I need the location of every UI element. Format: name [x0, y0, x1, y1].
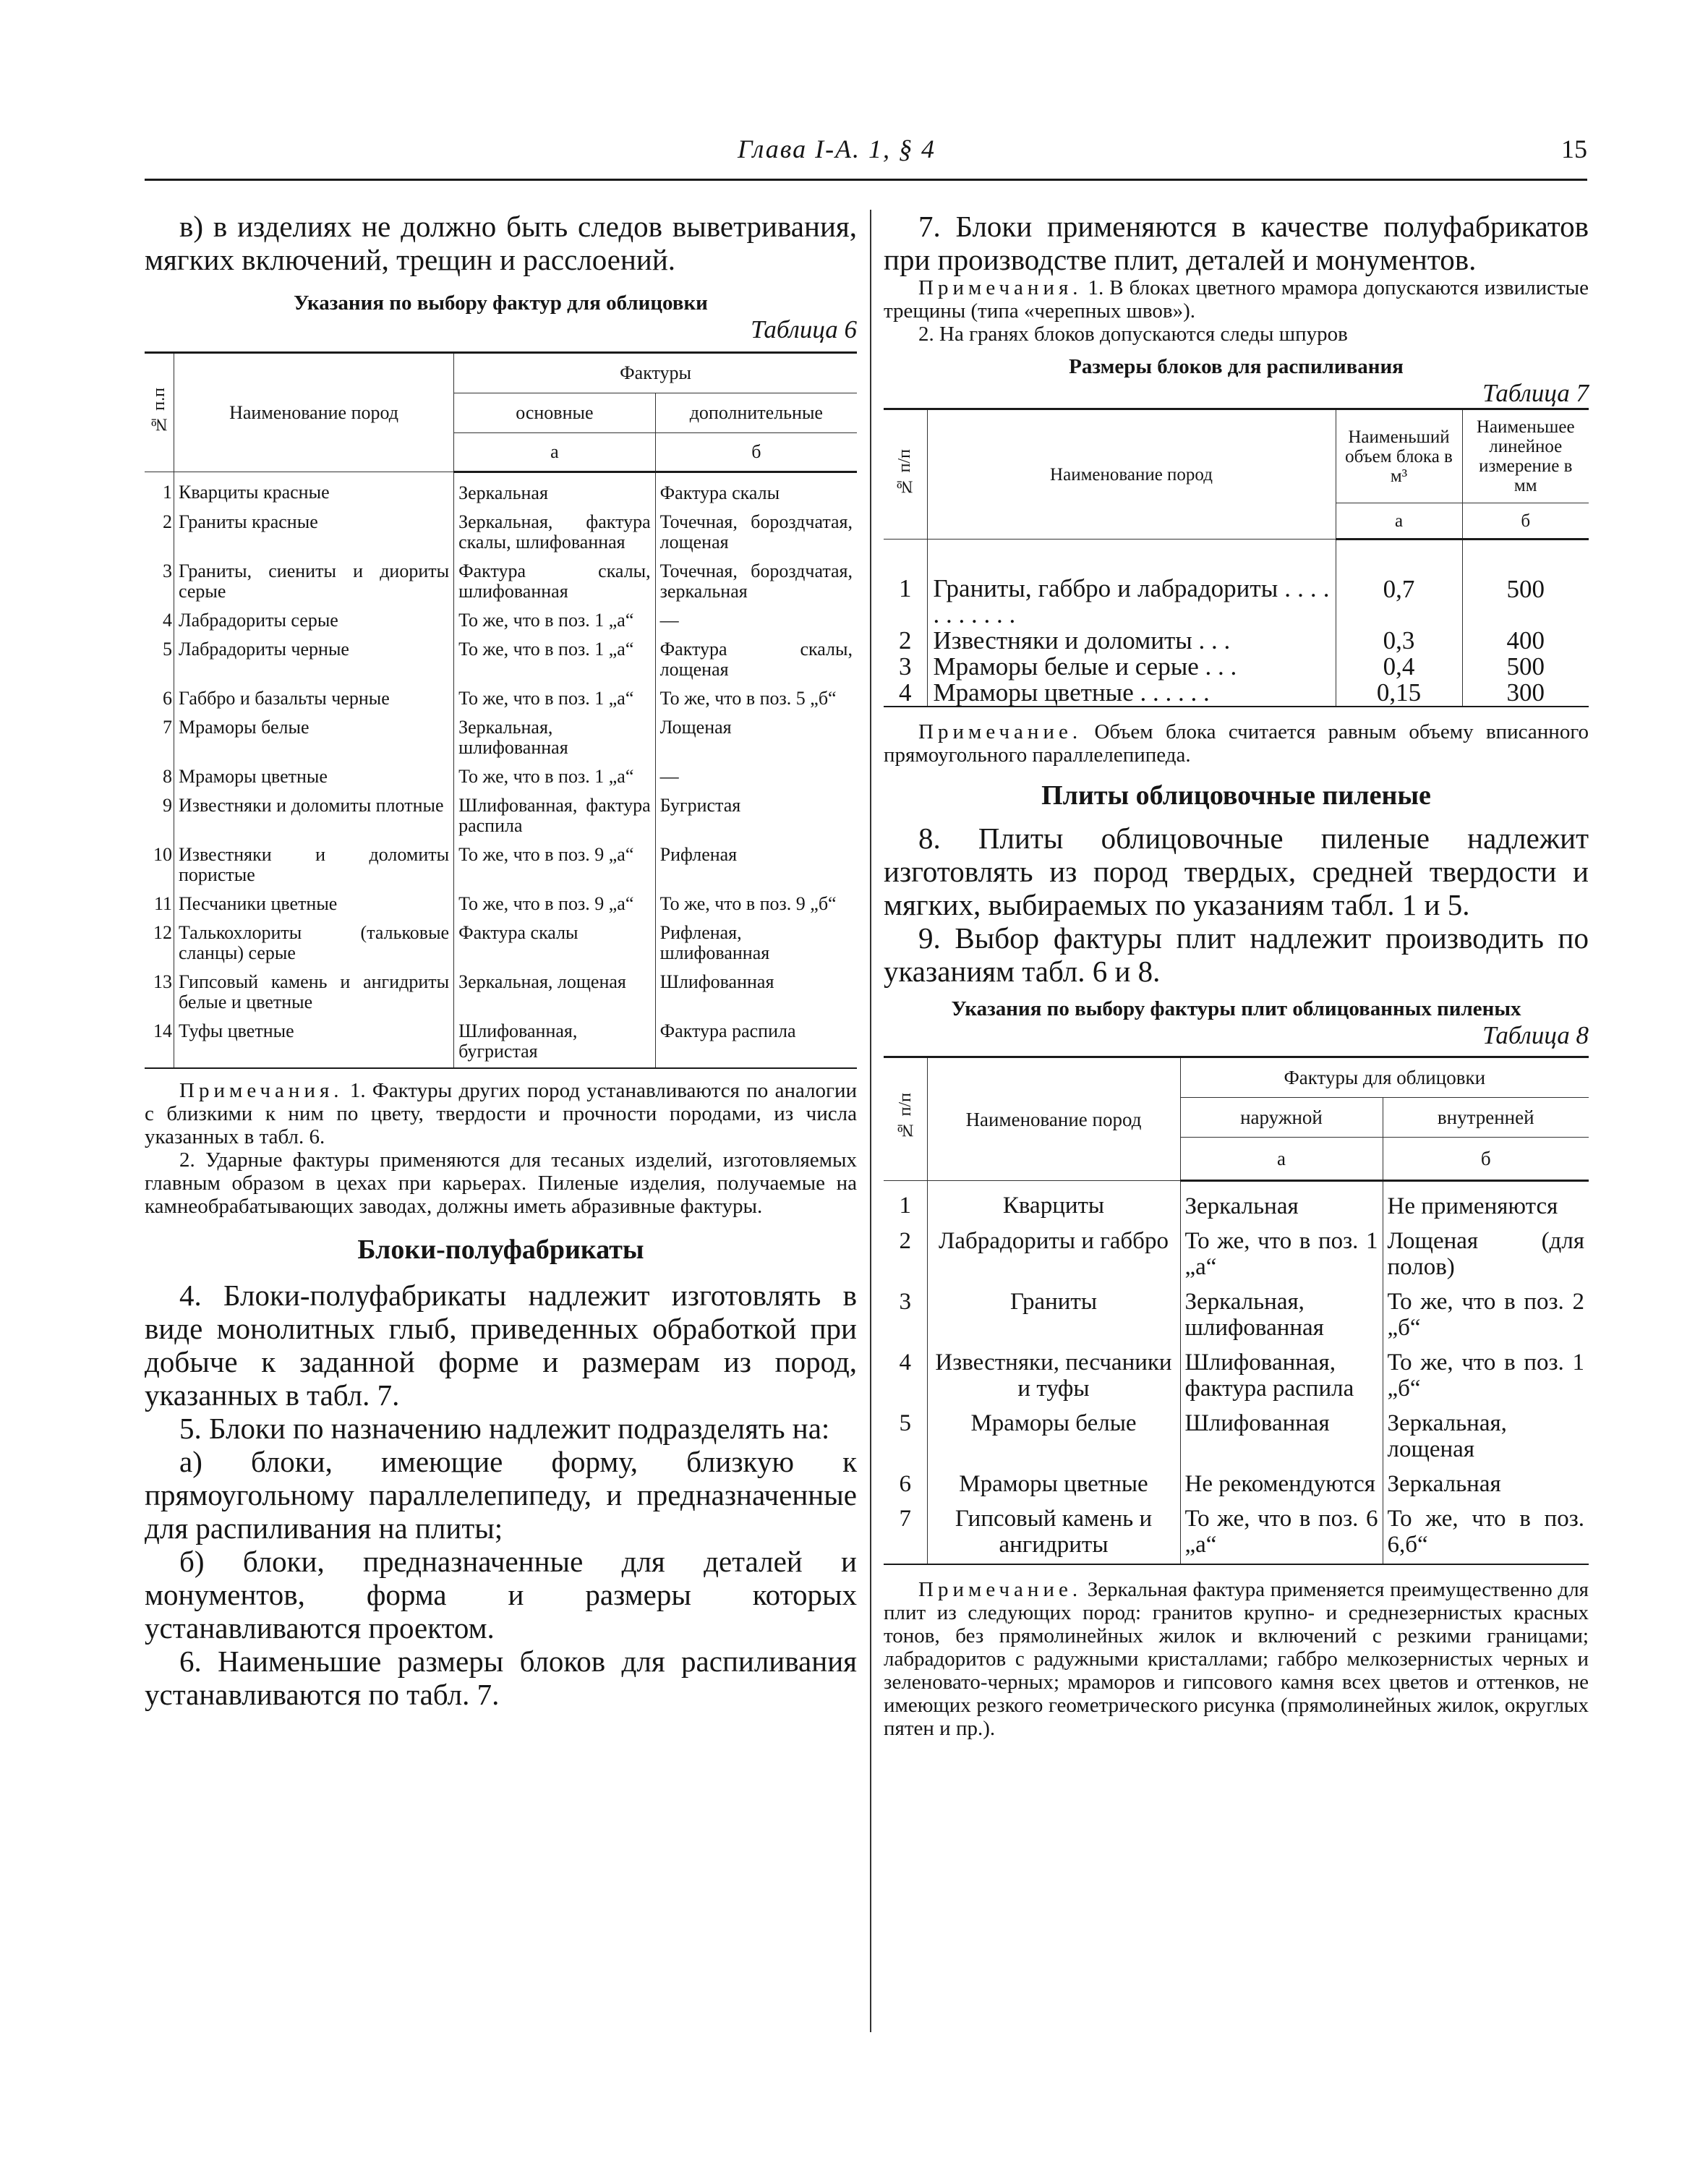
page-header [145, 134, 1587, 181]
table6-body [145, 472, 857, 1069]
table6-cell-b: — [655, 764, 857, 793]
table6-cell-a: Шлифованная, фактура распила [454, 793, 656, 842]
table7-label: Таблица 7 [1482, 379, 1589, 407]
table7-row [884, 654, 1589, 680]
chapter-title: Глава I-A. 1, § 4 [738, 135, 936, 163]
table6-row [145, 969, 857, 1018]
table6-cell-a: То же, что в поз. 9 „а“ [454, 842, 656, 891]
table6-cell-name: Габбро и базальты черные [174, 686, 454, 715]
table6-cell-a: Шлифованная, бугристая [454, 1018, 656, 1068]
table6-head-a: а [454, 433, 656, 472]
table7-cell-num: 4 [899, 678, 912, 707]
table6-cell-num: 5 [163, 639, 172, 660]
paragraph-8: 8. Плиты облицовочные пиленые надлежит изготовлять из пород твердых, средней твердости и мягких, выбираемых по указаниям табл. 1 и 5. [884, 822, 1589, 921]
table6-cell-name: Лабрадориты черные [174, 636, 454, 686]
paragraph-6: 6. Наименьшие размеры блоков для распиливания устанавливаются по табл. 7. [145, 1645, 857, 1711]
table7-cell-name: Известняки и доломиты . . . [927, 628, 1336, 654]
paragraph-9: 9. Выбор фактуры плит надлежит производить по указаниям табл. 6 и 8. [884, 921, 1589, 988]
table6-row [145, 793, 857, 842]
table6-cell-num: 11 [153, 893, 172, 914]
table6-cell-b: Рифленая [655, 842, 857, 891]
table6-head-group: Фактуры [454, 353, 857, 393]
table6-head-name: Наименование пород [174, 353, 454, 472]
table8-body [884, 1181, 1589, 1565]
table8-cell-b: Зеркальная [1383, 1468, 1589, 1503]
paragraph-7: 7. Блоки применяются в качестве полуфабрикатов при производстве плит, деталей и монументов. [884, 210, 1589, 276]
table6-cell-a: То же, что в поз. 9 „а“ [454, 891, 656, 920]
table6-cell-a: Зеркальная, лощеная [454, 969, 656, 1018]
table6-cell-num: 1 [163, 482, 172, 503]
table8-cell-num: 3 [899, 1289, 911, 1315]
table6-cell-name: Лабрадориты серые [174, 607, 454, 636]
table6-cell-name: Граниты, сиениты и диориты серые [174, 558, 454, 607]
table8-caption: Указания по выбору фактуры плит облицованных пиленых [951, 997, 1521, 1020]
table8-row [884, 1225, 1589, 1286]
table6-head-num-text: № п.п [150, 387, 168, 434]
table8-cell-a: Шлифованная, фактура распила [1180, 1347, 1383, 1407]
table6-cell-b: То же, что в поз. 5 „б“ [655, 686, 857, 715]
table7-row [884, 540, 1589, 628]
table8-cell-name: Известняки, песчаники и туфы [927, 1347, 1180, 1407]
section-title-plates: Плиты облицовочные пиленые [1041, 780, 1431, 811]
paragraph7-note-label: Примечания. [918, 276, 1083, 299]
table6-cell-b: — [655, 607, 857, 636]
table8-cell-a: Шлифованная [1180, 1407, 1383, 1468]
table8-cell-num: 6 [899, 1471, 911, 1497]
table6-cell-num: 3 [163, 560, 172, 581]
table8-head-num [884, 1057, 927, 1181]
table7-cell-b: 400 [1462, 628, 1589, 654]
table6-cell-b: Фактура скалы [655, 472, 857, 510]
table6-cell-name: Кварциты красные [174, 472, 454, 510]
table6-cell-b: Лощеная [655, 715, 857, 764]
table6-row [145, 1018, 857, 1068]
table7-row [884, 628, 1589, 654]
table7-cell-name: Граниты, габбро и лабрадориты . . . . . . . . . . . [927, 540, 1336, 628]
table6-cell-num: 9 [163, 795, 172, 816]
table8-cell-b: То же, что в поз. 2 „б“ [1383, 1286, 1589, 1347]
table7-note-label: Примечание. [918, 720, 1083, 743]
table7-cell-b: 500 [1462, 540, 1589, 628]
table7-cell-b: 500 [1462, 654, 1589, 680]
table6-head-b: б [655, 433, 857, 472]
table6-cell-a: То же, что в поз. 1 „а“ [454, 607, 656, 636]
table7-cell-num: 1 [899, 574, 912, 602]
right-column [884, 210, 1589, 1740]
table8-cell-a: То же, что в поз. 6 „а“ [1180, 1503, 1383, 1564]
table7-note [884, 720, 1589, 767]
table6-cell-name: Гипсовый камень и ангидриты белые и цветные [174, 969, 454, 1018]
table6-head-extra: дополнительные [655, 393, 857, 433]
table8-head-num-text: № п/п [895, 1092, 915, 1140]
table6-note1-text: 1. Фактуры других пород устанавливаются по аналогии с близкими к ним по цвету, твердости и прочности породами, из числа указанных в табл. 6. [145, 1079, 857, 1148]
table7-head-b: б [1462, 503, 1589, 540]
table8-head-b: б [1383, 1138, 1589, 1181]
paragraph-5: 5. Блоки по назначению надлежит подразделять на: [179, 1412, 830, 1445]
table6-cell-a: Зеркальная [454, 472, 656, 510]
table8-cell-name: Гипсовый камень и ангидриты [927, 1503, 1180, 1564]
table8-cell-num: 1 [899, 1193, 911, 1219]
table8-row [884, 1286, 1589, 1347]
table8-note-label: Примечание. [918, 1578, 1083, 1601]
table-7 [884, 408, 1589, 707]
table6-row [145, 920, 857, 969]
table8-cell-num: 5 [899, 1410, 911, 1436]
table8-row [884, 1347, 1589, 1407]
table7-note-text: Объем блока считается равным объему вписанного прямоугольного параллелепипеда. [884, 720, 1589, 767]
table7-head-name: Наименование пород [927, 409, 1336, 540]
table8-head-a: а [1180, 1138, 1383, 1181]
table8-cell-name: Кварциты [927, 1181, 1180, 1226]
table7-cell-name: Мраморы белые и серые . . . [927, 654, 1336, 680]
paragraph-5b: б) блоки, предназначенные для деталей и монументов, форма и размеры которых устанавливаются проектом. [145, 1545, 857, 1645]
table6-cell-name: Известняки и доломиты плотные [174, 793, 454, 842]
table8-head-group: Фактуры для облицовки [1180, 1057, 1589, 1098]
table8-row [884, 1503, 1589, 1564]
table6-note-label: Примечания. [179, 1079, 343, 1102]
paragraph7-note1-text: 1. В блоках цветного мрамора допускаются извилистые трещины (типа «черепных швов»). [884, 276, 1589, 323]
table8-cell-a: То же, что в поз. 1 „а“ [1180, 1225, 1383, 1286]
table8-head-outer: наружной [1180, 1098, 1383, 1138]
table7-row [884, 680, 1589, 707]
column-divider [870, 210, 871, 2032]
table8-cell-b: Не применяются [1383, 1181, 1589, 1226]
table6-cell-num: 2 [163, 511, 172, 532]
table6-cell-b: Точечная, бороздчатая, зеркальная [655, 558, 857, 607]
table8-cell-a: Зеркальная [1180, 1181, 1383, 1226]
table8-label: Таблица 8 [1482, 1021, 1589, 1049]
table7-cell-a: 0,7 [1336, 540, 1462, 628]
page-number: 15 [1561, 135, 1587, 163]
table6-row [145, 636, 857, 686]
table8-cell-name: Лабрадориты и габбро [927, 1225, 1180, 1286]
table6-note2: 2. Ударные фактуры применяются для тесаных изделий, изготовляемых главным образом в цехах при карьерах. Пиленые изделия, получаемые на камнеобрабатывающих заводах, должны иметь абразивные фактуры. [145, 1148, 857, 1218]
table8-cell-name: Мраморы цветные [927, 1468, 1180, 1503]
table6-cell-num: 7 [163, 717, 172, 738]
table6-row [145, 715, 857, 764]
table-6 [145, 351, 857, 1069]
table8-cell-b: Лощеная (для полов) [1383, 1225, 1589, 1286]
table6-cell-a: То же, что в поз. 1 „а“ [454, 636, 656, 686]
table6-note1 [145, 1079, 857, 1148]
paragraph-5a: а) блоки, имеющие форму, близкую к прямоугольному параллелепипеду, и предназначенные для распиливания на плиты; [145, 1445, 857, 1545]
table7-cell-a: 0,4 [1336, 654, 1462, 680]
table7-head-num-text: № п/п [895, 448, 915, 496]
table6-row [145, 607, 857, 636]
table6-row [145, 686, 857, 715]
table7-head-vol: Наименьший объем блока в м³ [1336, 409, 1462, 503]
table8-note-text: Зеркальная фактура применяется преимущественно для плит из следующих пород: гранитов крупно- и среднезернистых красных тонов, без прямолинейных жилок и включений с резкими границами; лабрадоритов с радужными кристаллами; габбро мелкозернистых черных и зеленовато-черных; мраморов и гипсового камня всех цветов и оттенков, не имеющих резкого геометрического рисунка (прямолинейных жилок, округлых пятен и пр.). [884, 1578, 1589, 1740]
table8-row [884, 1468, 1589, 1503]
table8-cell-b: То же, что в поз. 6,б“ [1383, 1503, 1589, 1564]
table7-cell-num: 3 [899, 652, 912, 681]
table7-cell-name: Мраморы цветные . . . . . . [927, 680, 1336, 707]
paragraph7-note2: 2. На гранях блоков допускаются следы шпуров [918, 323, 1348, 346]
table6-cell-num: 8 [163, 766, 172, 787]
paragraph-4: 4. Блоки-полуфабрикаты надлежит изготовлять в виде монолитных глыб, приведенных обработкой при добыче к заданной форме и размерам из пород, указанных в табл. 7. [145, 1279, 857, 1412]
table8-note [884, 1578, 1589, 1740]
table6-cell-num: 14 [153, 1020, 172, 1041]
table7-caption: Размеры блоков для распиливания [1069, 355, 1404, 378]
table8-cell-name: Граниты [927, 1286, 1180, 1347]
table8-cell-a: Зеркальная, шлифованная [1180, 1286, 1383, 1347]
table8-cell-a: Не рекомендуются [1180, 1468, 1383, 1503]
table8-cell-name: Мраморы белые [927, 1407, 1180, 1468]
table6-cell-a: Фактура скалы, шлифованная [454, 558, 656, 607]
table6-label: Таблица 6 [751, 315, 857, 344]
table6-cell-name: Туфы цветные [174, 1018, 454, 1068]
table6-head-num [145, 353, 174, 472]
table8-head-inner: внутренней [1383, 1098, 1589, 1138]
table7-cell-num: 2 [899, 626, 912, 654]
table6-cell-num: 13 [153, 971, 172, 992]
table7-cell-b: 300 [1462, 680, 1589, 707]
table6-cell-b: Бугристая [655, 793, 857, 842]
table7-head-num [884, 409, 927, 540]
table6-cell-num: 10 [153, 844, 172, 865]
table-8 [884, 1056, 1589, 1565]
table6-cell-a: Зеркальная, фактура скалы, шлифованная [454, 509, 656, 558]
table8-row [884, 1407, 1589, 1468]
table6-cell-b: Фактура распила [655, 1018, 857, 1068]
table6-cell-name: Песчаники цветные [174, 891, 454, 920]
table6-caption: Указания по выбору фактур для облицовки [294, 291, 708, 315]
table6-head-main: основные [454, 393, 656, 433]
table6-cell-b: Рифленая, шлифованная [655, 920, 857, 969]
table6-cell-name: Известняки и доломиты пористые [174, 842, 454, 891]
table6-cell-num: 4 [163, 610, 172, 631]
table6-cell-b: Точечная, бороздчатая, лощеная [655, 509, 857, 558]
paragraph-v: в) в изделиях не должно быть следов выветривания, мягких включений, трещин и расслоений. [145, 210, 857, 276]
table6-cell-b: Фактура скалы, лощеная [655, 636, 857, 686]
table6-row [145, 842, 857, 891]
table8-cell-num: 2 [899, 1228, 911, 1254]
table7-cell-a: 0,3 [1336, 628, 1462, 654]
table8-cell-b: Зеркальная, лощеная [1383, 1407, 1589, 1468]
table7-head-len: Наименьшее линейное измерение в мм [1462, 409, 1589, 503]
table6-cell-a: То же, что в поз. 1 „а“ [454, 764, 656, 793]
left-column [145, 210, 857, 1711]
table6-cell-name: Мраморы цветные [174, 764, 454, 793]
table6-row [145, 509, 857, 558]
table7-cell-a: 0,15 [1336, 680, 1462, 707]
table8-cell-b: То же, что в поз. 1 „б“ [1383, 1347, 1589, 1407]
table6-row [145, 472, 857, 510]
table6-cell-name: Талькохлориты (тальковые сланцы) серые [174, 920, 454, 969]
table6-row [145, 891, 857, 920]
table6-row [145, 764, 857, 793]
table8-cell-num: 4 [899, 1349, 911, 1376]
table6-cell-name: Мраморы белые [174, 715, 454, 764]
table8-cell-num: 7 [899, 1506, 911, 1532]
table6-cell-name: Граниты красные [174, 509, 454, 558]
table6-cell-b: Шлифованная [655, 969, 857, 1018]
table6-cell-num: 6 [163, 688, 172, 709]
table6-cell-a: Зеркальная, шлифованная [454, 715, 656, 764]
table7-head-a: а [1336, 503, 1462, 540]
table7-body [884, 540, 1589, 707]
table6-cell-a: То же, что в поз. 1 „а“ [454, 686, 656, 715]
table6-cell-a: Фактура скалы [454, 920, 656, 969]
table6-cell-num: 12 [153, 922, 172, 943]
table6-cell-b: То же, что в поз. 9 „б“ [655, 891, 857, 920]
table6-row [145, 558, 857, 607]
paragraph7-note1 [884, 276, 1589, 323]
table8-row [884, 1181, 1589, 1226]
section-title-blocks: Блоки-полуфабрикаты [357, 1235, 644, 1265]
table8-head-name: Наименование пород [927, 1057, 1180, 1181]
